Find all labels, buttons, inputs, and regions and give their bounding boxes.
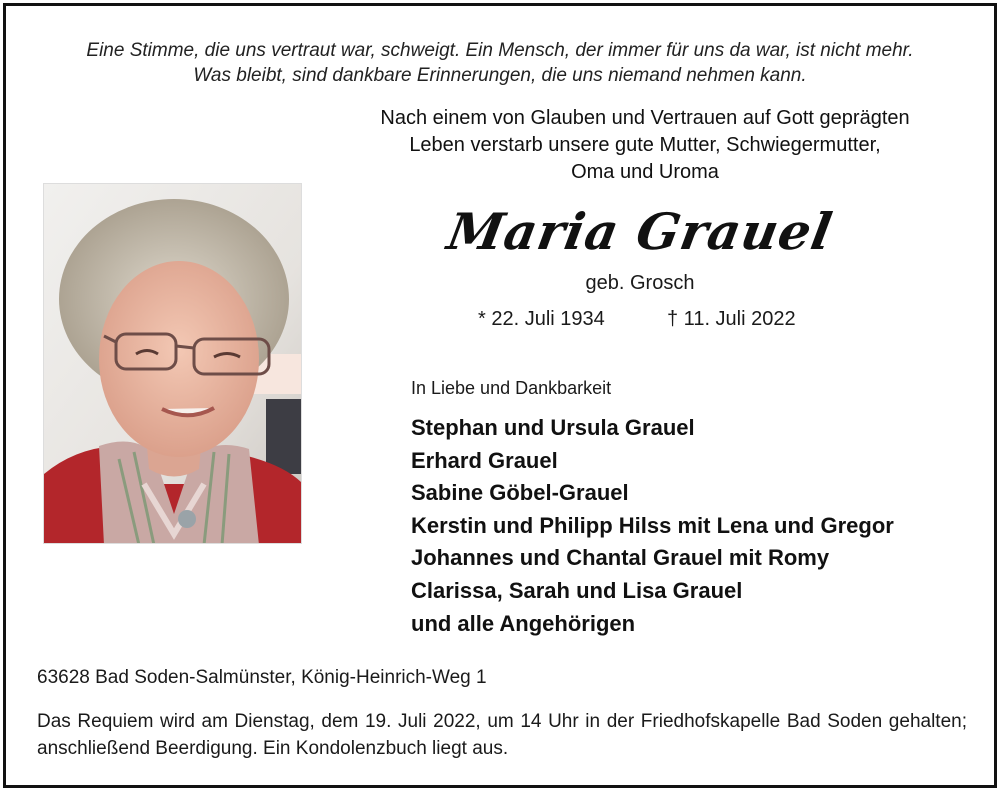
portrait-photo (43, 183, 302, 544)
requiem-info: Das Requiem wird am Dienstag, dem 19. Juli 2022, um 14 Uhr in der Friedhofskapelle Bad Soden gehalten; anschließend Beerdigung. Ein Kondolenzbuch liegt aus. (37, 711, 967, 759)
intro-line: Nach einem von Glauben und Vertrauen auf Gott geprägten (380, 107, 910, 129)
family-address: 63628 Bad Soden-Salmünster, König-Heinrich-Weg 1 (37, 667, 487, 688)
list-item: Johannes und Chantal Grauel mit Romy (411, 545, 830, 571)
intro-text (320, 105, 970, 186)
deceased-name: Maria Grauel (443, 202, 838, 261)
list-item: Clarissa, Sarah und Lisa Grauel (411, 577, 743, 603)
list-item: Sabine Göbel-Grauel (411, 480, 629, 506)
birth-date: * 22. Juli 1934 (478, 308, 605, 330)
intro-line: Oma und Uroma (571, 161, 719, 183)
mourners-list (411, 412, 986, 640)
motto-line: Eine Stimme, die uns vertraut war, schweigt. Ein Mensch, der immer für uns da war, ist nicht mehr. (86, 40, 914, 61)
list-item: Erhard Grauel (411, 447, 558, 473)
maiden-name: geb. Grosch (585, 272, 695, 294)
mourners-intro: In Liebe und Dankbarkeit (411, 378, 612, 398)
list-item: Kerstin und Philipp Hilss mit Lena und Gregor (411, 512, 894, 538)
motto-line: Was bleibt, sind dankbare Erinnerungen, die uns niemand nehmen kann. (193, 65, 807, 86)
death-date: † 11. Juli 2022 (667, 308, 796, 330)
list-item: Stephan und Ursula Grauel (411, 415, 695, 440)
motto (0, 38, 1000, 88)
list-item: und alle Angehörigen (411, 610, 636, 636)
intro-line: Leben verstarb unsere gute Mutter, Schwiegermutter, (409, 134, 881, 156)
